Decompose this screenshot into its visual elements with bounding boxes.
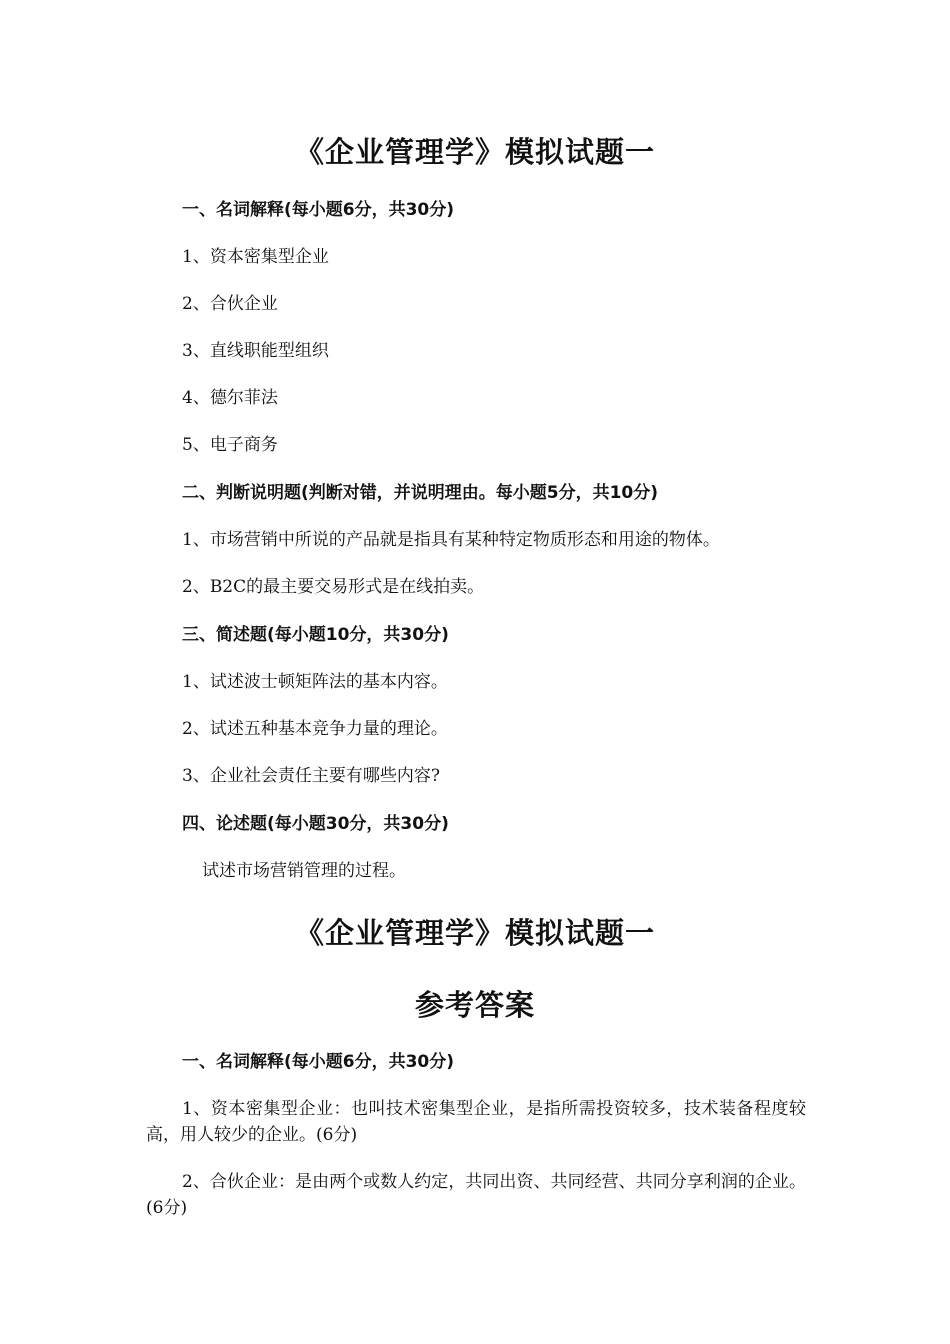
question-item: 3、企业社会责任主要有哪些内容?	[182, 766, 440, 786]
section-heading-2: 二、判断说明题(判断对错，并说明理由。每小题5分，共10分)	[182, 483, 659, 503]
question-item: 1、试述波士顿矩阵法的基本内容。	[182, 672, 448, 692]
question-item: 2、合伙企业	[182, 294, 278, 314]
answer-paragraph: 1、资本密集型企业：也叫技术密集型企业，是指所需投资较多，技术装备程度较高，用人较少的企业。(6分)	[146, 1099, 806, 1145]
answers-title: 《企业管理学》模拟试题一	[294, 916, 655, 950]
answers-section-heading-1: 一、名词解释(每小题6分，共30分)	[182, 1052, 455, 1072]
question-item: 2、试述五种基本竞争力量的理论。	[182, 719, 448, 739]
question-item: 2、B2C的最主要交易形式是在线拍卖。	[182, 577, 485, 597]
answers-subtitle: 参考答案	[414, 988, 535, 1022]
question-item: 试述市场营销管理的过程。	[202, 861, 406, 881]
exam-title: 《企业管理学》模拟试题一	[294, 135, 655, 169]
question-item: 1、资本密集型企业	[182, 247, 329, 267]
answer-paragraph: 2、合伙企业：是由两个或数人约定，共同出资、共同经营、共同分享利润的企业。(6分)	[146, 1172, 806, 1218]
question-item: 4、德尔菲法	[182, 388, 278, 408]
question-item: 1、市场营销中所说的产品就是指具有某种特定物质形态和用途的物体。	[182, 530, 720, 550]
question-item: 3、直线职能型组织	[182, 341, 329, 361]
section-heading-1: 一、名词解释(每小题6分，共30分)	[182, 200, 455, 220]
section-heading-4: 四、论述题(每小题30分，共30分)	[182, 814, 449, 834]
section-heading-3: 三、简述题(每小题10分，共30分)	[182, 625, 449, 645]
question-item: 5、电子商务	[182, 435, 278, 455]
